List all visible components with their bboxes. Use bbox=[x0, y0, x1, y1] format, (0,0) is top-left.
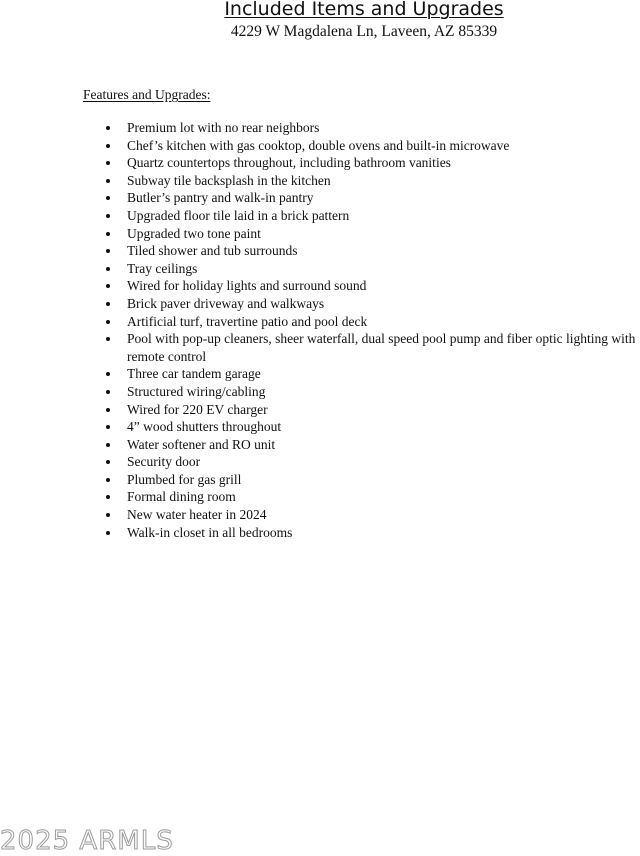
list-item-text: Butler’s pantry and walk-in pantry bbox=[127, 190, 314, 206]
list-item-text: Brick paver driveway and walkways bbox=[127, 295, 325, 311]
bullet-icon bbox=[106, 179, 110, 183]
list-item-text: Premium lot with no rear neighbors bbox=[127, 120, 320, 135]
list-item bbox=[103, 488, 640, 506]
bullet-icon bbox=[106, 337, 110, 341]
bullet-icon bbox=[106, 232, 110, 236]
bullet-icon bbox=[106, 372, 110, 376]
list-item-text: Quartz countertops throughout, including bathroom vanities bbox=[127, 155, 451, 171]
list-item-text: Tray ceilings bbox=[127, 260, 198, 276]
list-item-text: Plumbed for gas grill bbox=[127, 471, 242, 487]
bullet-icon bbox=[106, 284, 110, 288]
list-item bbox=[103, 260, 640, 278]
list-item bbox=[103, 471, 640, 489]
list-item-text: Water softener and RO unit bbox=[127, 436, 276, 452]
list-item-text: Tiled shower and tub surrounds bbox=[127, 243, 298, 259]
list-item bbox=[103, 453, 640, 471]
bullet-icon bbox=[106, 408, 110, 412]
armls-watermark: 2025 ARMLS bbox=[0, 826, 174, 856]
list-item bbox=[103, 330, 640, 365]
bullet-icon bbox=[106, 214, 110, 218]
list-item bbox=[103, 313, 640, 331]
bullet-icon bbox=[106, 196, 110, 200]
bullet-icon bbox=[106, 390, 110, 394]
bullet-icon bbox=[106, 460, 110, 464]
list-item-text: Upgraded floor tile laid in a brick pattern bbox=[127, 207, 350, 223]
list-item bbox=[103, 295, 640, 313]
list-item-text: Upgraded two tone paint bbox=[127, 225, 261, 241]
list-item-text: 4” wood shutters throughout bbox=[127, 419, 282, 435]
list-item-text: Wired for 220 EV charger bbox=[127, 401, 268, 417]
list-item-text: Walk-in closet in all bedrooms bbox=[127, 524, 293, 540]
bullet-icon bbox=[106, 478, 110, 482]
list-item-text: Pool with pop-up cleaners, sheer waterfall, dual speed pool pump and fiber optic lighting with remote control bbox=[127, 331, 636, 364]
bullet-icon bbox=[106, 531, 110, 535]
section-heading: Features and Upgrades: bbox=[83, 87, 211, 102]
bullet-icon bbox=[106, 302, 110, 306]
bullet-icon bbox=[106, 249, 110, 253]
list-item bbox=[103, 225, 640, 243]
list-item bbox=[103, 172, 640, 190]
list-item bbox=[103, 242, 640, 260]
list-item bbox=[103, 401, 640, 419]
list-item bbox=[103, 524, 640, 542]
document-title: Included Items and Upgrades bbox=[224, 0, 504, 20]
bullet-icon bbox=[106, 267, 110, 271]
list-item bbox=[103, 207, 640, 225]
features-list bbox=[103, 119, 640, 541]
list-item bbox=[103, 137, 640, 155]
bullet-icon bbox=[106, 513, 110, 517]
list-item-text: Security door bbox=[127, 454, 201, 470]
list-item bbox=[103, 506, 640, 524]
list-item bbox=[103, 154, 640, 172]
list-item-text: Wired for holiday lights and surround sound bbox=[127, 278, 367, 294]
list-item-text: New water heater in 2024 bbox=[127, 507, 267, 523]
bullet-icon bbox=[106, 320, 110, 324]
list-item bbox=[103, 365, 640, 383]
bullet-icon bbox=[106, 443, 110, 447]
list-item-text: Formal dining room bbox=[127, 489, 236, 505]
bullet-icon bbox=[106, 126, 110, 130]
list-item bbox=[103, 189, 640, 207]
property-address: 4229 W Magdalena Ln, Laveen, AZ 85339 bbox=[230, 23, 498, 40]
bullet-icon bbox=[106, 144, 110, 148]
list-item-text: Subway tile backsplash in the kitchen bbox=[127, 172, 331, 188]
list-item bbox=[103, 436, 640, 454]
list-item bbox=[103, 119, 640, 137]
bullet-icon bbox=[106, 425, 110, 429]
list-item-text: Artificial turf, travertine patio and pool deck bbox=[127, 313, 368, 329]
list-item bbox=[103, 277, 640, 295]
list-item-text: Three car tandem garage bbox=[127, 366, 261, 382]
list-item bbox=[103, 418, 640, 436]
bullet-icon bbox=[106, 161, 110, 165]
list-item bbox=[103, 383, 640, 401]
bullet-icon bbox=[106, 495, 110, 499]
list-item-text: Chef’s kitchen with gas cooktop, double ovens and built-in microwave bbox=[127, 137, 510, 153]
list-item-text: Structured wiring/cabling bbox=[127, 383, 266, 399]
